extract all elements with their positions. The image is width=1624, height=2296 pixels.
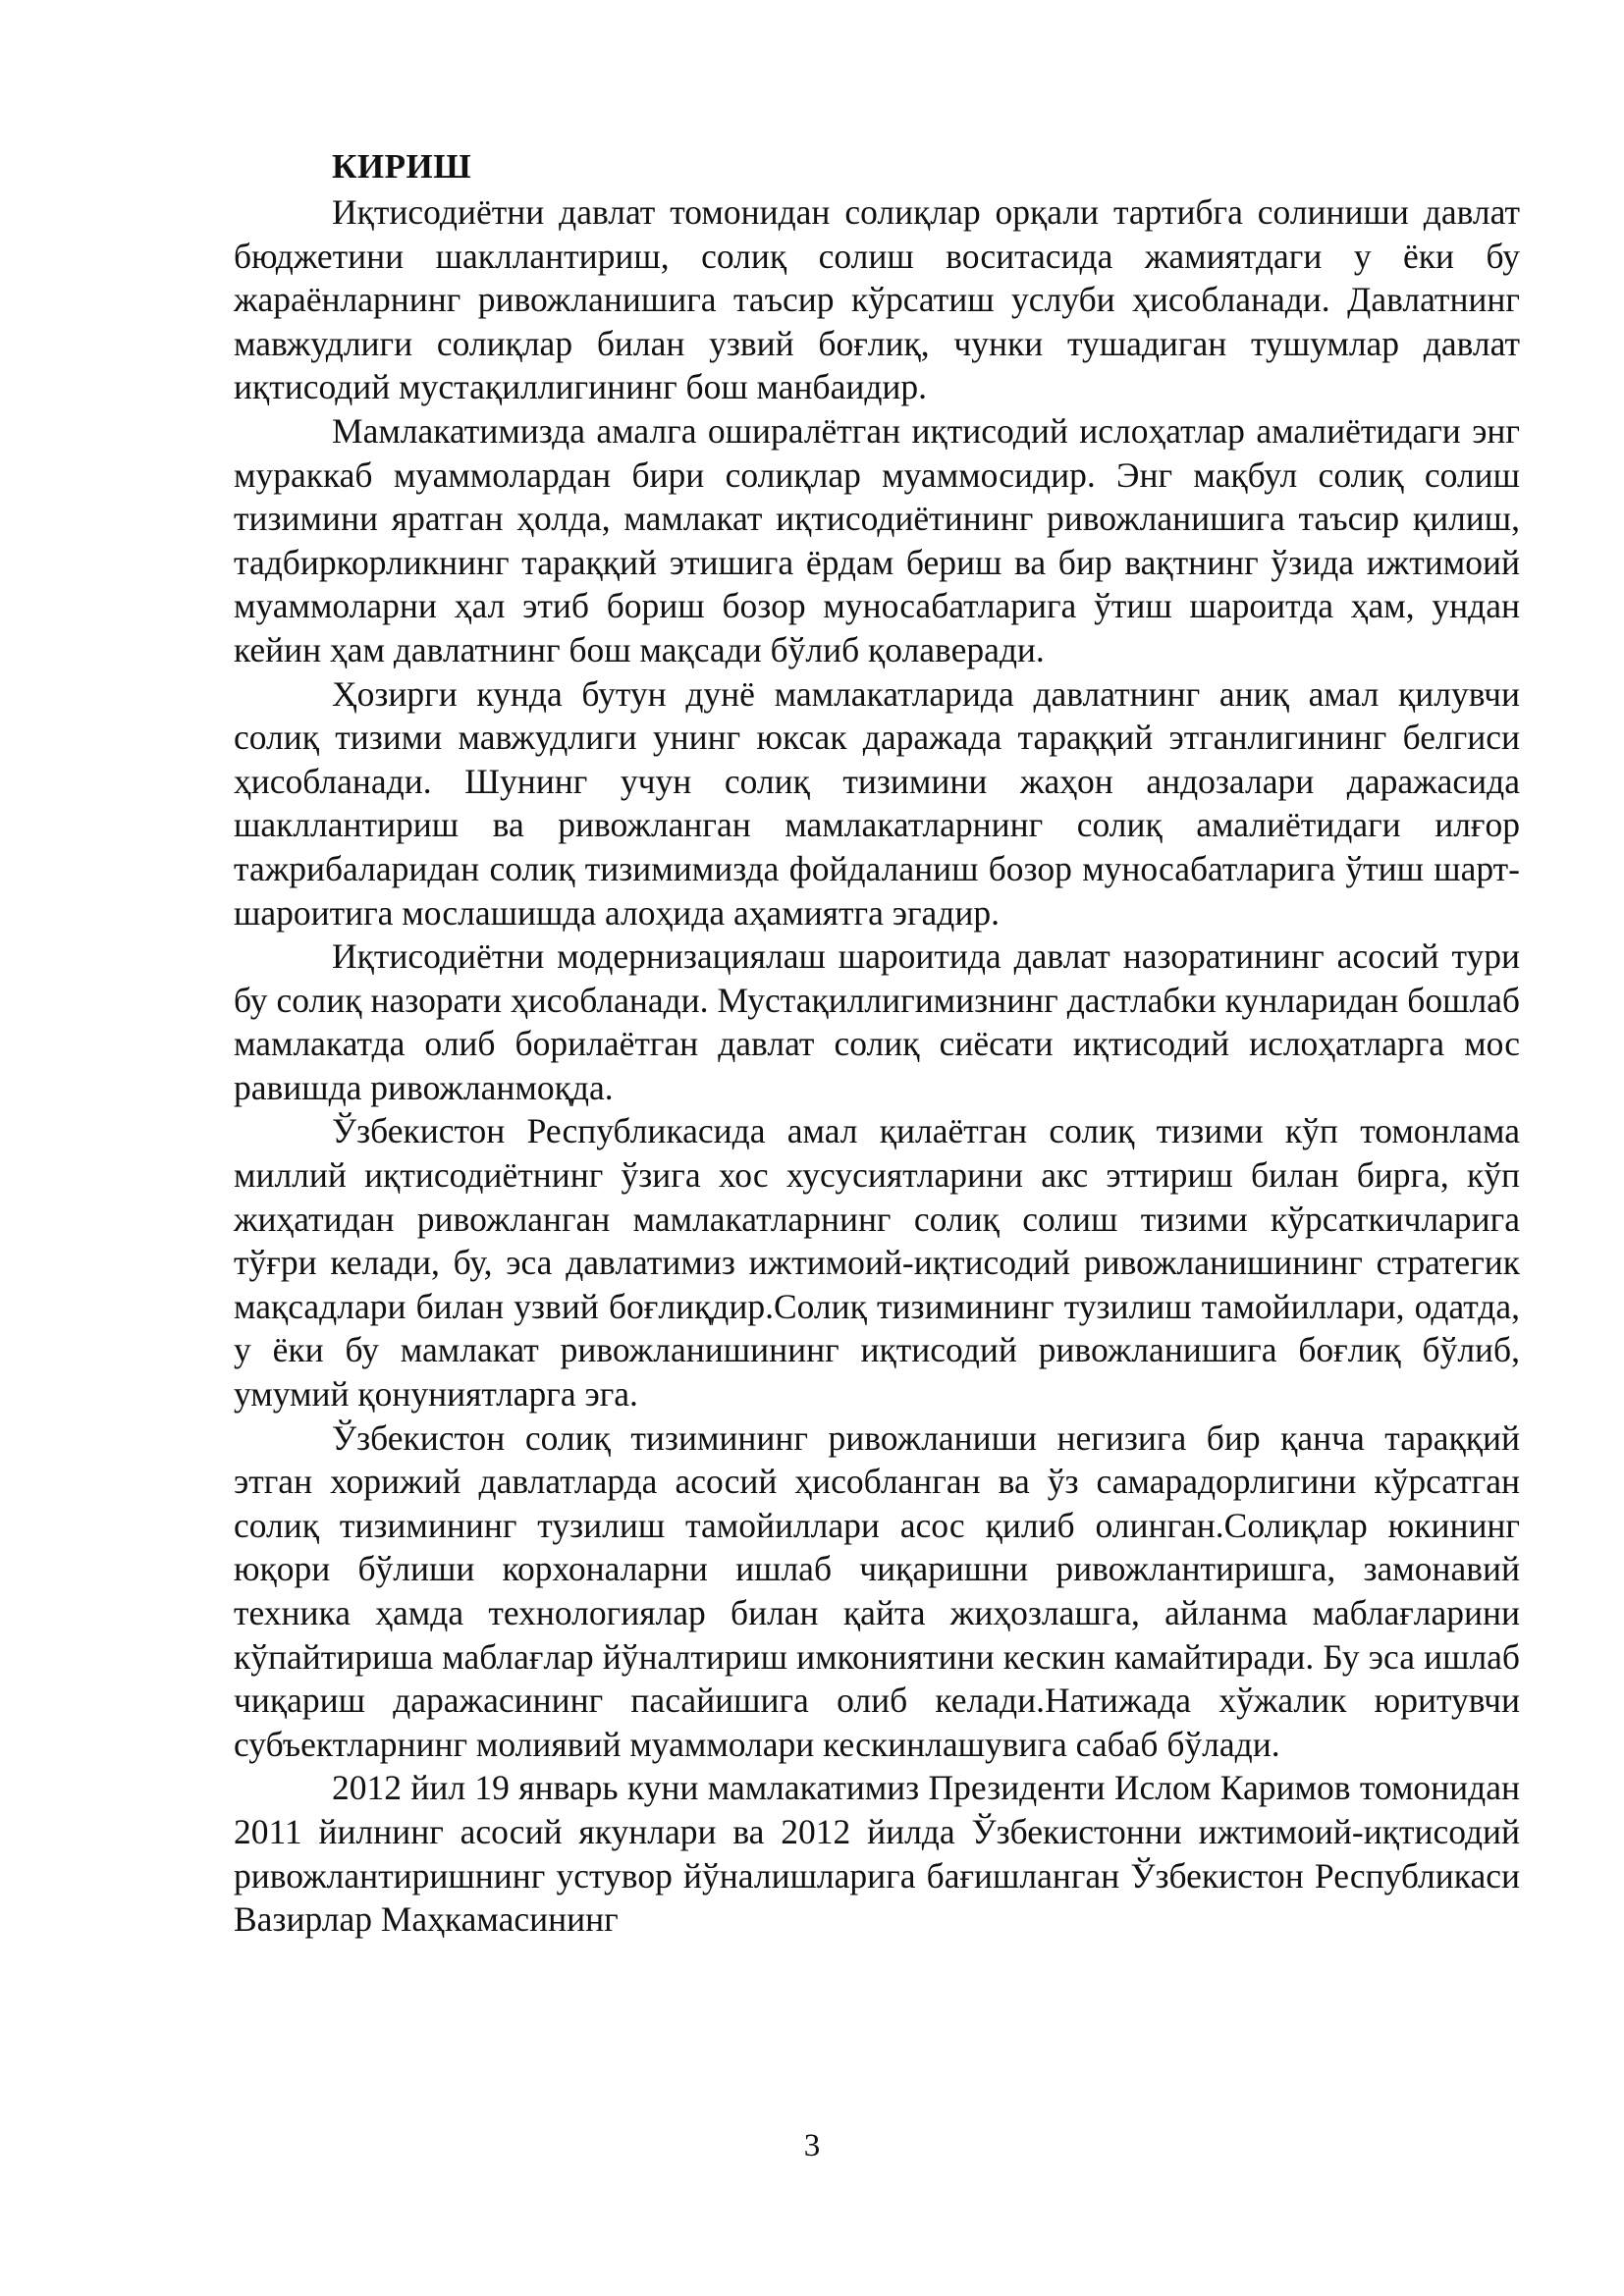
page-number: 3 — [803, 2128, 821, 2163]
paragraph-3: Ҳозирги кунда бутун дунё мамлакатларида давлатнинг аниқ амал қилувчи солиқ тизими мавжудлиги унинг юксак даражада тараққий этганлигининг белгиси ҳисобланади. Шунинг учун солиқ тизимини жаҳон андозалари даражасида шакллантириш ва ривожланган мамлакатларнинг солиқ амалиётидаги илғор тажрибаларидан солиқ тизимимизда фойдаланиш бозор муносабатларига ўтиш шарт-шароитига мослашишда алоҳида аҳамиятга эгадир. — [234, 673, 1520, 933]
paragraph-6: Ўзбекистон солиқ тизимининг ривожланиши негизига бир қанча тараққий этган хорижий давлатларда асосий ҳисобланган ва ўз самарадорлигини кўрсатган солиқ тизимининг тузилиш тамойиллари асос қилиб олинган.Солиқлар юкининг юқори бўлиши корхоналарни ишлаб чиқаришни ривожлантиришга, замонавий техника ҳамда технологиялар билан қайта жиҳозлашга, айланма маблағларини кўпайтириша маблағлар йўналтириш имкониятини кескин камайтиради. Бу эса ишлаб чиқариш даражасининг пасайишига олиб келади.Натижада хўжалик юритувчи субъектларнинг молиявий муаммолари кескинлашувига сабаб бўлади. — [234, 1417, 1520, 1764]
paragraph-2: Мамлакатимизда амалга оширалётган иқтисодий ислоҳатлар амалиётидаги энг мураккаб муаммолардан бири солиқлар муаммосидир. Энг мақбул солиқ солиш тизимини яратган ҳолда, мамлакат иқтисодиётининг ривожланишига таъсир қилиш, тадбиркорликнинг тараққий этишига ёрдам бериш ва бир вақтнинг ўзида ижтимоий муаммоларни ҳал этиб бориш бозор муносабатларига ўтиш шароитда ҳам, ундан кейин ҳам давлатнинг бош мақсади бўлиб қолаверади. — [234, 410, 1520, 669]
paragraph-5: Ўзбекистон Республикасида амал қилаётган солиқ тизими кўп томонлама миллий иқтисодиётнинг ўзига хос хусусиятларини акс эттириш билан бирга, кўп жиҳатидан ривожланган мамлакатларнинг солиқ солиш тизими кўрсаткичларига тўғри келади, бу, эса давлатимиз ижтимоий-иқтисодий ривожланишининг стратегик мақсадлари билан узвий боғлиқдир.Солиқ тизимининг тузилиш тамойиллари, одатда, у ёки бу мамлакат ривожланишининг иқтисодий ривожланишига боғлиқ бўлиб, умумий қонуниятларга эга. — [234, 1111, 1520, 1415]
document-page — [234, 145, 1520, 1942]
paragraph-1: Иқтисодиётни давлат томонидан солиқлар орқали тартибга солиниши давлат бюджетини шакллантириш, солиқ солиш воситасида жамиятдаги у ёки бу жараёнларнинг ривожланишига таъсир кўрсатиш услуби ҳисобланади. Давлатнинг мавжудлиги солиқлар билан узвий боғлиқ, чунки тушадиган тушумлар давлат иқтисодий мустақиллигининг бош манбаидир. — [234, 192, 1520, 407]
paragraph-7: 2012 йил 19 январь куни мамлакатимиз Президенти Ислом Каримов томонидан 2011 йилнинг асосий якунлари ва 2012 йилда Ўзбекистонни ижтимоий-иқтисодий ривожлантиришнинг устувор йўналишларига бағишланган Ўзбекистон Республикаси Вазирлар Маҳкамасининг — [234, 1768, 1520, 1940]
paragraph-4: Иқтисодиётни модернизациялаш шароитида давлат назоратининг асосий тури бу солиқ назорати ҳисобланади. Мустақиллигимизнинг дастлабки кунларидан бошлаб мамлакатда олиб борилаётган давлат солиқ сиёсати иқтисодий ислоҳатларга мос равишда ривожланмоқда. — [234, 936, 1520, 1107]
section-heading: КИРИШ — [332, 147, 472, 186]
